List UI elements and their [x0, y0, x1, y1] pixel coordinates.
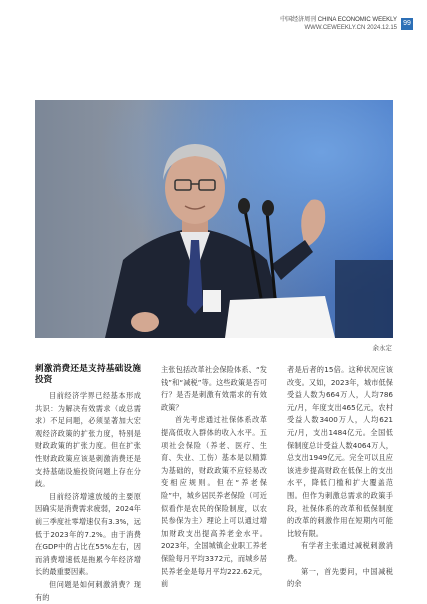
paragraph: 者是后者的15倍。这种状况应该改变。又如，2023年，城市低保受益人数为664万人，人均786元/月，年度支出465亿元，农村受益人数3400万人，人均621元/月，支出1484亿元。全国低保制度总计受益人数4064万人，总支出1949亿元。完全可以且应该进步提高财政在低保上的支出水平，降低门槛和扩大覆盖范围。但作为刺激总需求的政策手段，社保体系的改革和低保制度的改革的刺激作用在短期内可能比较有限。: [287, 365, 393, 538]
article-column-1: [35, 364, 141, 604]
paragraph: 主张包括改革社会保险体系、“发钱”和“减税”等。这些政策是否可行？是否是刺激有效需求的有效政策？: [161, 365, 267, 412]
header-text: [280, 16, 397, 32]
article-column-2: [161, 364, 267, 591]
article-column-3: [287, 364, 393, 591]
paragraph: 首先考虑通过社保体系改革提高低收入群体的收入水平。五项社会保险（养老、医疗、生育、失业、工伤）基本是以精算为基础的，财政政策不应轻易改变相应规则。但在“养老保险”中，城乡居民养老保险（可近似看作是农民的保险制度，以农民参保为主）理论上可以通过增加财政支出提高养老金水平。2023年，全国城镇企业职工养老保险每月平均3372元，而城乡居民养老金是每月平均222.62元，前: [161, 415, 267, 589]
paragraph: 目前经济增速放缓的主要原因确实是消费需求疲弱，2024年前三季度社零增速仅有3.3%，远低于2023年的7.2%。由于消费在GDP中的占比在55%左右，因而消费增速低是拖累今年经济增长的最重要因素。: [35, 491, 141, 577]
page-header: [280, 14, 413, 34]
paragraph: 但问题是如何刺激消费？现有的: [35, 579, 141, 602]
paragraph: 目前经济学界已经基本形成共识：为解决有效需求（或总需求）不足问题，必须显著加大宏观经济政策的扩张力度，特别是财政政策的扩张力度。但在扩张性财政政策应该是刺激消费还是支持基础设施投资问题上存在分歧。: [35, 391, 141, 489]
paragraph: 有学者主张通过减税刺激消费。: [287, 541, 393, 563]
page-number: 99: [401, 18, 413, 30]
paragraph: 第一，首先要问，中国减税的余: [287, 566, 393, 589]
photo-caption: 余永定: [372, 344, 392, 352]
speaker-illustration: [35, 100, 393, 338]
section-heading: 刺激消费还是支持基础设施投资: [35, 364, 141, 385]
speaker-photo: [35, 100, 393, 338]
website-and-date: WWW.CEWEEKLY.CN 2024.12.15: [304, 25, 397, 31]
magazine-title: 中国经济周刊 CHINA ECONOMIC WEEKLY: [280, 17, 397, 23]
